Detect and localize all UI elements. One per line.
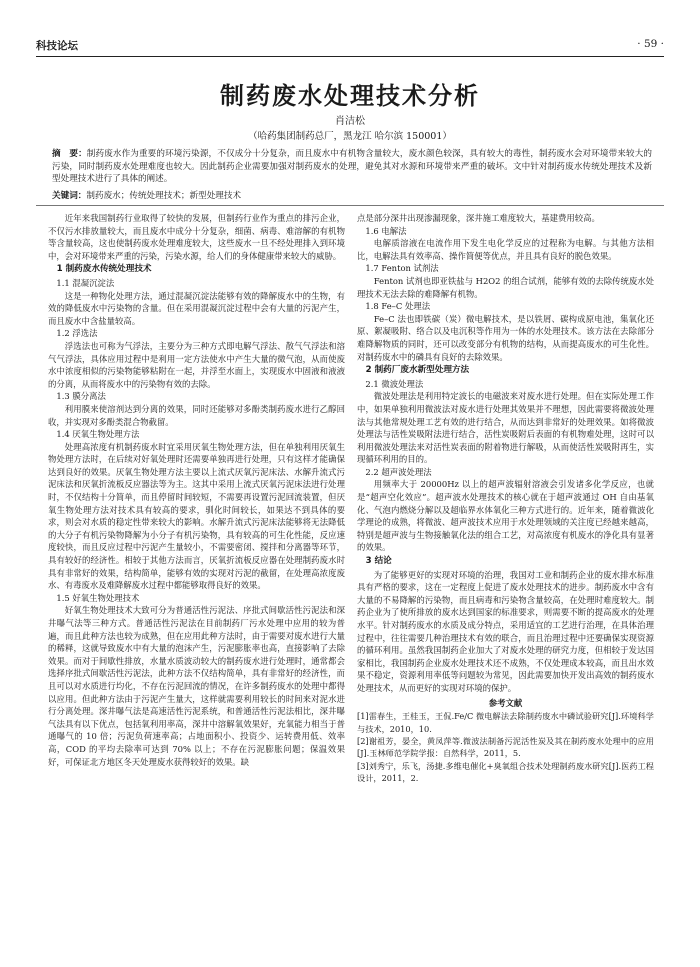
body-paragraph: 处理高浓度有机制药废水时宜采用厌氧生物处理方法，但在单独利用厌氧生物处理方法时，在后续对好氧处理时还需要单独再进行处理，只有这样才能确保达到良好的效果。厌氧生物处理方法主要以上流式厌氧污泥床法、水解升流式污泥床法和厌氧折流板反应器法等为主。这其中采用上流式厌氧污泥床法进行处理时，不仅结构十分简单，而且停留时间较短，不需要再设置污泥回流装置，但厌氧生物处理方法对技术具有较高的要求，驯化时间较长，如果达不到具体的要求，则会对水质的稳定性带来较大的影响。水解升流式污泥床法能够将无法降低的大分子有机污染物降解为小分子有机污染物，具有较高的可生化性能，反应速度较快，而且反应过程中污泥产生量较小，不需要密闭、搅拌和分离器等环节，具有较好的经济性。相较于其他方法而言，厌氧折流板反应器在处理制药废水时具有非常好的效果，结构简单，能够有效的实现对污泥的截留，在处理高浓度废水、有毒废水及难降解废水过程中都能够取得良好的效果。: [48, 441, 345, 591]
subsection-heading: 1.8 Fe–C 处理法: [365, 301, 431, 312]
subsection-heading: 1.7 Fenton 试剂法: [365, 263, 439, 274]
abstract: [52, 148, 652, 186]
subsection-heading: 1.3 膜分离法: [56, 391, 106, 402]
journal-name: 科技论坛: [36, 40, 78, 52]
section-heading: 2 制药厂废水新型处理方法: [365, 365, 470, 376]
abstract-divider: [36, 205, 664, 206]
section-heading: 1 制药废水传统处理技术: [56, 264, 152, 275]
reference-entry: [1]雷春生，王桂玉，王侃.Fe/C 微电解法去除制药废水中磷试验研究[J].环境科学与技术，2010，10.: [357, 711, 654, 734]
body-paragraph: Fenton 试剂也即亚铁盐与 H2O2 的组合试剂，能够有效的去除传统废水处理技术无法去除的难降解有机物。: [357, 275, 654, 299]
subsection-heading: 1.1 混凝沉淀法: [56, 277, 115, 288]
abstract-text: 制药废水作为重要的环境污染源，不仅成分十分复杂，而且废水中有机物含量较大，废水颜色较深，具有较大的毒性，制药废水会对环境带来较大的污染，同时制药废水处理难度也较大。因此制药企业需要加强对制药废水的处理，避免其对水源和环境带来严重的破坏。文中针对制药废水传统处理技术及新型处理技术进行了具体的阐述。: [52, 149, 652, 184]
subsection-heading: 1.2 浮选法: [56, 328, 98, 339]
author: 肖洁松: [335, 116, 365, 127]
subsection-heading: 1.6 电解法: [365, 225, 407, 236]
section-heading: 3 结论: [365, 556, 392, 567]
keywords: [52, 190, 652, 202]
body-paragraph: 为了能够更好的实现对环境的治理，我国对工业和制药企业的废水排水标准具有严格的要求，这在一定程度上促进了废水处理技术的进步。制药废水中含有大量的不易降解的污染物，而且病毒和污染物含量较高，在处理时难度较大。制药企业为了使所排放的废水达到国家的标准要求，则需要不断的提高废水的处理水平。针对制药废水的水质及成分特点，采用适宜的工艺进行治理，在具体治理过程中，往往需要几种治理技术有效的联合，而且治理过程中还要确保实现资源的循环利用。虽然我国制药企业加大了对废水处理的研究力度，但相较于发达国家相比，我国制药企业废水处理技术还不成熟，不仅处理成本较高，而且出水效果不稳定，资源利用率低等问题较为常见，因此需要加快开发出高效的制药废水处理技术，从而更好的实现对环境的保护。: [357, 569, 654, 693]
keywords-text: 制药废水；传统处理技术；新型处理技术: [86, 191, 242, 201]
body-paragraph: 电解质溶液在电流作用下发生电化学反应的过程称为电解。与其他方法相比，电解法具有效率高、操作简便等优点，并且具有良好的脱色效果。: [357, 238, 654, 261]
body-paragraph: 微波处理法是利用特定波长的电磁波来对废水进行处理。但在实际处理工作中，如果单独利用微波法对废水进行处理其效果并不理想，因此需要将微波处理法与其他常规处理工艺有效的进行结合，从而达到非常好的处理效果。如将微波处理法与活性炭吸附法进行结合，活性炭吸附后表面的有机物难处理，这时可以利用微波处理法来对活性炭表面的附着物进行解吸，从而使活性炭吸附再生，实现循环利用的目的。: [357, 391, 654, 465]
header-rule: [36, 56, 664, 57]
body-paragraph: 好氧生物处理技术大致可分为普通活性污泥法、序批式间歇活性污泥法和深井曝气法等三种方式。普通活性污泥法在目前制药厂污水处理中应用的较为普遍，而且此种方法也较为成熟，但在应用此种方法时，由于需要对废水进行大量的稀释，这就导致废水中有大量的泡沫产生，污泥膨胀率也高，直接影响了去除效果。而对于间歇性排放，水量水质波动较大的制药废水进行处理时，通常都会选择序批式间歇活性污泥法，此种方法不仅结构简单，具有非常好的经济性，而且可以对水质进行均化，不存在污泥回流的情况，在许多制药废水的处理中都得以应用。但此种方法由于污泥产生量大，这样就需要利用较长的时间来对泥水进行分离处理。深井曝气法是高速活性污泥系统，和普通活性污泥法相比，深井曝气法具有以下优点，包括氧利用率高，深井中溶解氧效果好，充氧能力相当于普通曝气的 10 倍；污泥负荷速率高；占地面积小、投资少、运转费用低、效率高，COD 的平均去除率可达到 70% 以上；不存在污泥膨胀问题；保温效果好，可保证北方地区冬天处理废水获得较好的效果。缺: [48, 605, 345, 767]
body-paragraph: 浮选法也可称为气浮法，主要分为三种方式即电解气浮法、散气气浮法和溶气气浮法，具体应用过程中是利用一定方法使水中产生大量的微气泡，从而使废水中浓度相似的污染物能够粘附在一起，并浮至水面上，实现废水中固液和液液的分离，从而将废水中的污染物有效的去除。: [48, 340, 345, 389]
running-header: [36, 38, 664, 54]
body-paragraph: 近年来我国制药行业取得了较快的发展，但制药行业作为重点的排污企业，不仅污水排放量较大，而且废水中成分十分复杂，细菌、病毒、难溶解的有机物等含量较高，这也使制药废水处理难度较大，这些废水一旦不经处理排入到环境中，会对环境带来严重的污染，污染水源，给人们的身体健康带来较大的威胁。: [48, 213, 345, 261]
subsection-heading: 2.1 微波处理法: [365, 378, 424, 389]
body-paragraph: 用频率大于 20000Hz 以上的超声波辐射溶液会引发诸多化学反应，也就是“超声空化效应”。超声波水处理技术的核心就在于超声波通过 OH 自由基氧化、气泡内燃烧分解以及超临界水体氧化三种方式进行的。近年来，随着微波化学理论的成熟，将微波、超声波技术应用于水处理领域的关注度已经越来越高，特别是超声波与生物接触氧化法的组合工艺，对高浓度有机废水的净化具有显著的效果。: [357, 479, 654, 553]
body-paragraph: 利用膜来使溶剂达到分离的效果，同时还能够对多酚类制药废水进行乙醇回收，并实现对多酚类混合物截留。: [48, 403, 345, 427]
body-paragraph: Fe–C 法也即铁碳（炭）微电解技术，是以铁屑、碳构成原电池，集氧化还原、絮凝吸附、络合以及电沉积等作用为一体的水处理技术。该方法在去除部分难降解物质的同时，还可以改变部分有机物的结构，从而提高废水的可生化性。对制药废水中的磷具有良好的去除效果。: [357, 313, 654, 362]
body-paragraph: 这是一种物化处理方法，通过混凝沉淀法能够有效的降解废水中的生物，有效的降低废水中污染物的含量。但在采用混凝沉淀过程中会有大量的污泥产生，而且废水中含盐量较高。: [48, 290, 345, 326]
subsection-heading: 1.5 好氧生物处理技术: [56, 592, 140, 603]
references-heading: 参考文献: [488, 697, 523, 708]
keywords-label: 关键词：: [52, 191, 87, 201]
body-column-left: [48, 212, 345, 927]
body-column-right: [357, 212, 654, 927]
page-number: · 59 ·: [637, 38, 664, 50]
subsection-heading: 2.2 超声波处理法: [365, 466, 432, 477]
reference-entry: [2]谢祖芳，晏全，黄凤萍等.微波法制备污泥活性炭及其在制药废水处理中的应用[J].玉林师范学院学报：自然科学，2011，5.: [357, 735, 654, 759]
article-title: 制药废水处理技术分析: [220, 82, 480, 110]
abstract-label: 摘 要：: [52, 149, 87, 159]
affiliation: （哈药集团制药总厂，黑龙江 哈尔滨 150001）: [248, 131, 452, 142]
subsection-heading: 1.4 厌氧生物处理方法: [56, 429, 140, 440]
reference-entry: [3]刘秀宁，乐飞，汤捷.多维电催化+臭氧组合技术处理制药废水研究[J].医药工程设计，2011，2.: [357, 760, 654, 784]
body-paragraph: 点是部分深井出现渗漏现象，深井施工难度较大，基建费用较高。: [357, 213, 600, 223]
